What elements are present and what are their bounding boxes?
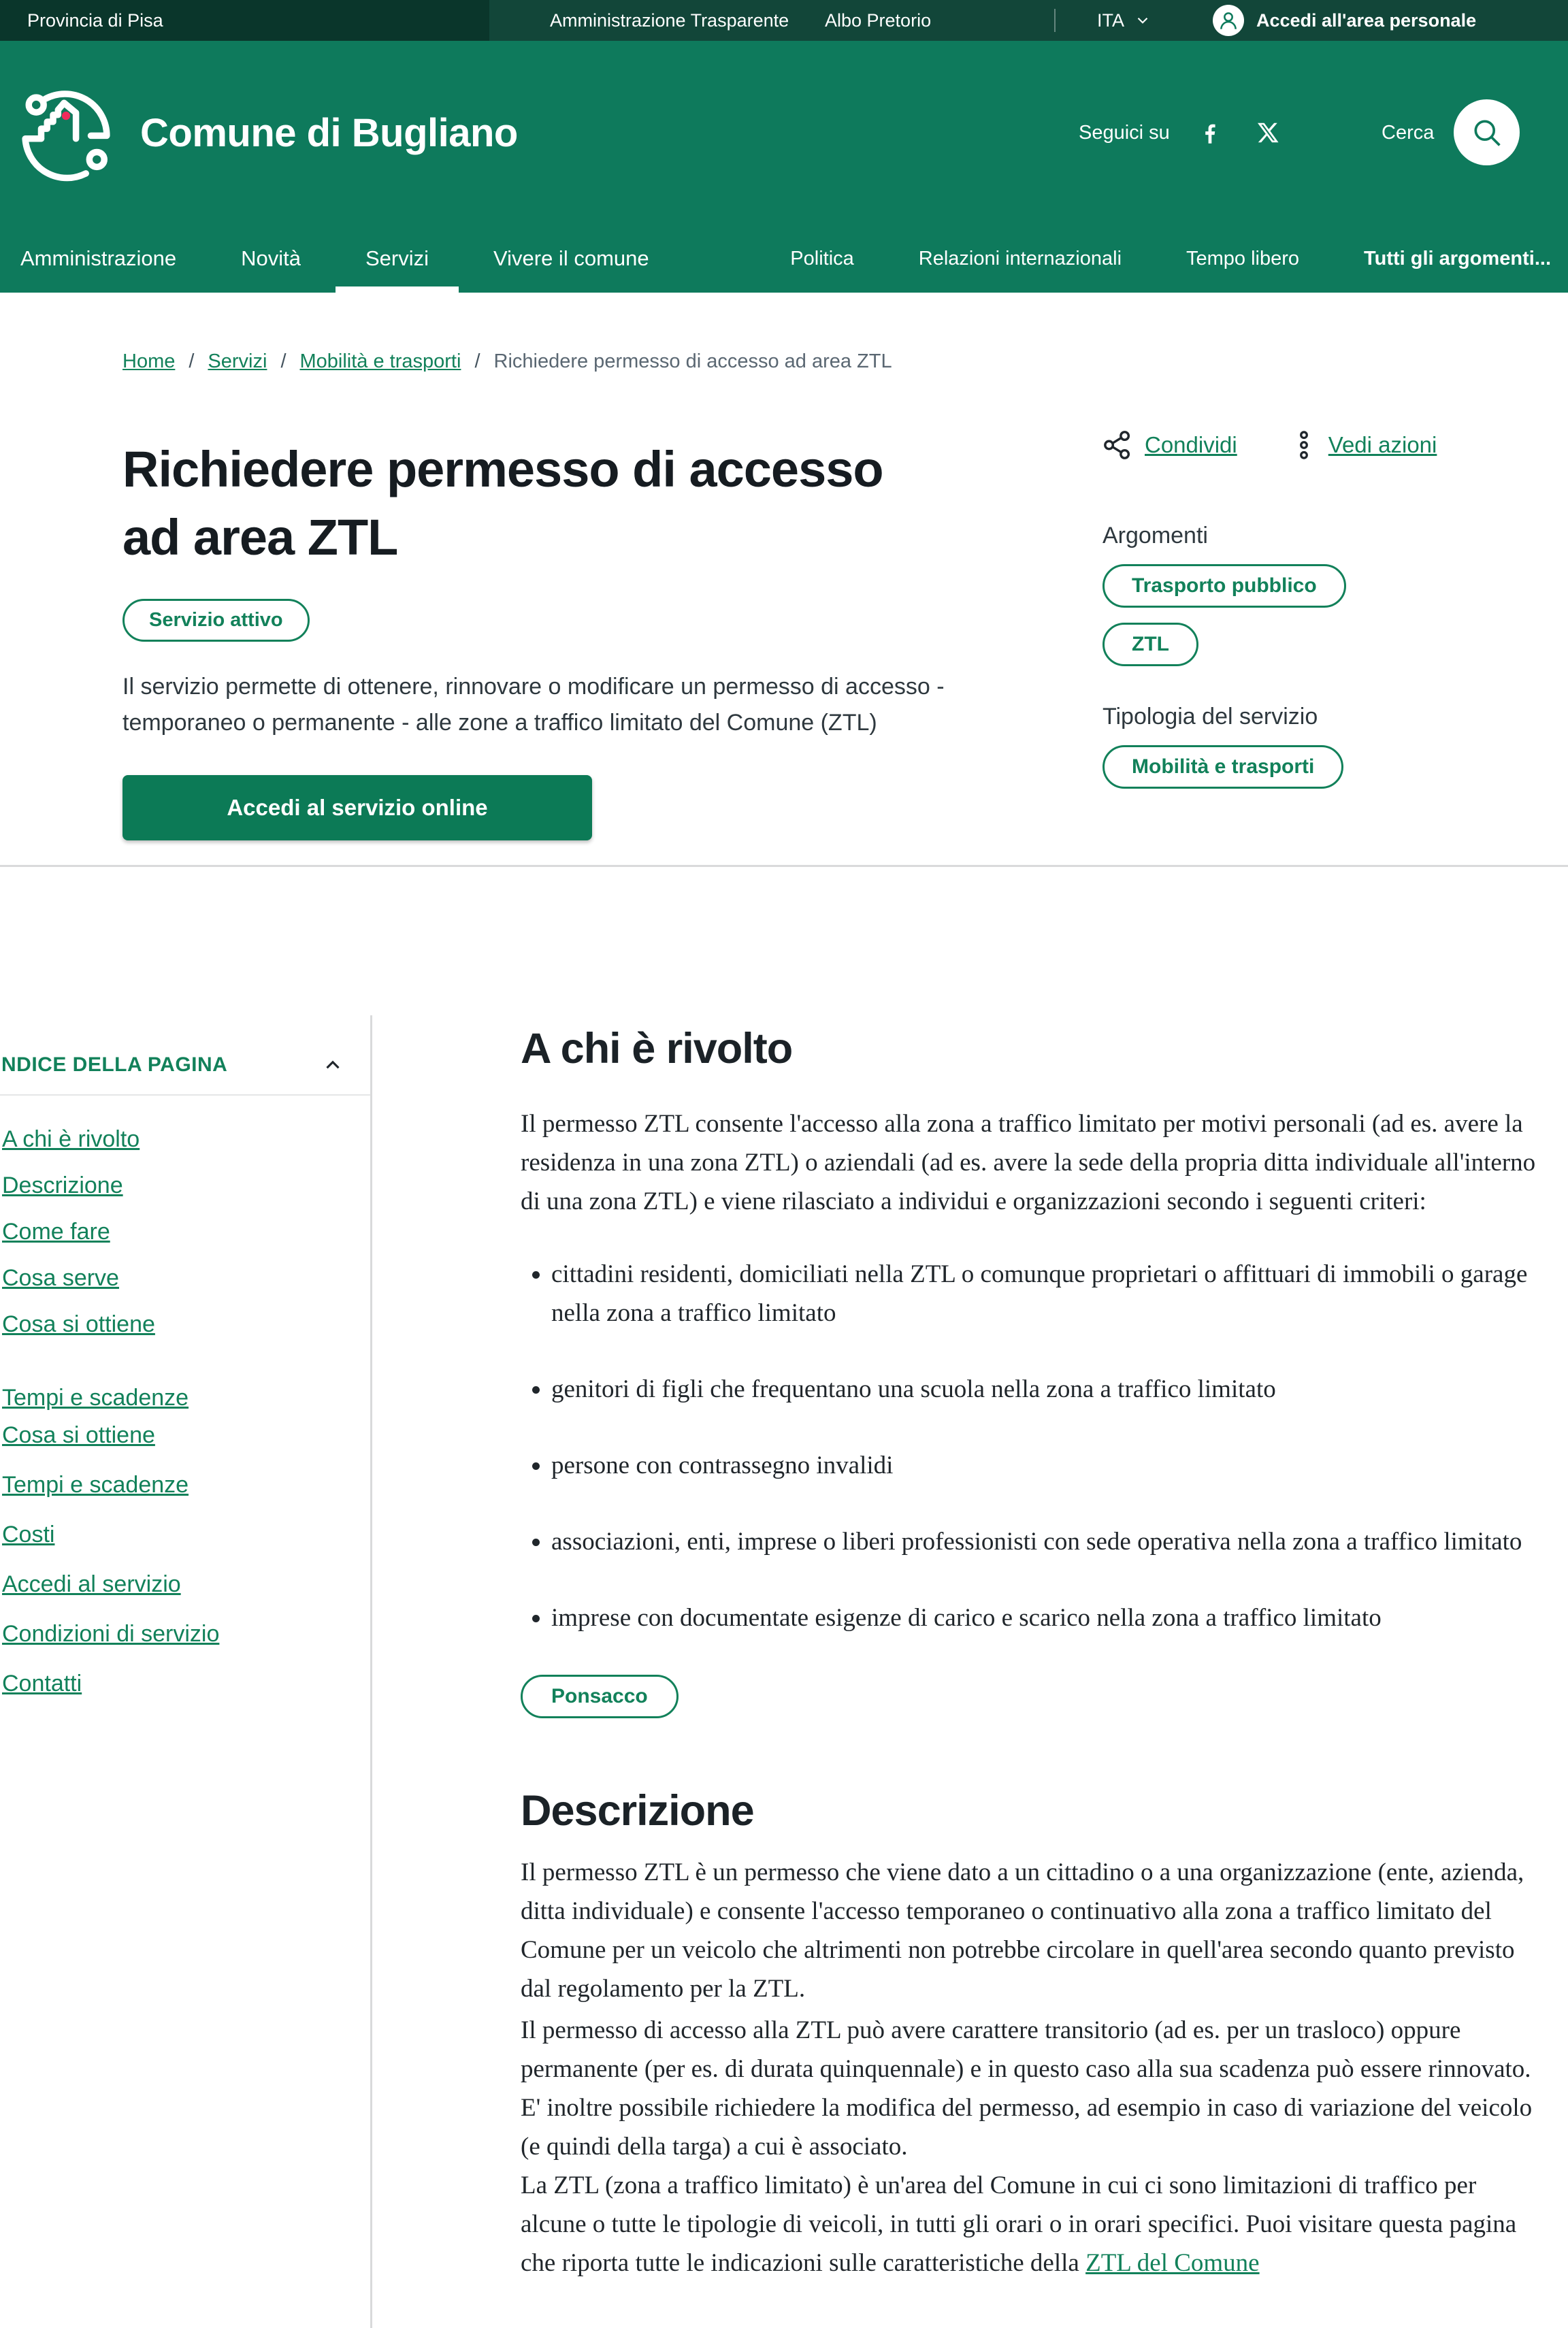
- nav-primary: [20, 225, 649, 293]
- descrizione-paragraph-1: Il permesso ZTL è un permesso che viene dato a un cittadino o a una organizzazione (ente, azienda, ditta individuale) e consente l'accesso temporaneo o continuativo alla zona a traffico limitato del Comune per un veicolo che altrimenti non potrebbe circolare in quell'area secondo quanto previsto dal regolamento per la ZTL.: [521, 1858, 1524, 2003]
- nav-item-tempo-libero[interactable]: Tempo libero: [1186, 247, 1300, 269]
- page-index-header[interactable]: [1, 1053, 344, 1077]
- main-content: [521, 1024, 1545, 2282]
- index-item-cosa-si-ottiene[interactable]: Cosa si ottiene: [2, 1311, 155, 1337]
- access-service-button[interactable]: Accedi al servizio online: [122, 775, 592, 840]
- ztl-comune-link[interactable]: ZTL del Comune: [1085, 2249, 1260, 2277]
- chevron-down-icon: [1134, 12, 1152, 29]
- status-badge: Servizio attivo: [122, 599, 310, 642]
- place-chip-ponsacco[interactable]: Ponsacco: [521, 1675, 679, 1718]
- rivolto-bullet-list: [521, 1255, 1545, 1637]
- bullet-item: • genitori di figli che frequentano una scuola nella zona a traffico limitato: [551, 1370, 1545, 1409]
- login-label: Accedi all'area personale: [1256, 10, 1477, 31]
- section-heading-descrizione: Descrizione: [521, 1787, 754, 1835]
- breadcrumb-separator: /: [280, 350, 287, 372]
- facebook-icon[interactable]: [1195, 41, 1224, 225]
- service-description: Il servizio permette di ottenere, rinnovare o modificare un permesso di accesso - temporaneo o permanente - alle zone a traffico limitato del Comune (ZTL): [122, 674, 945, 736]
- page-title: Richiedere permesso di accesso ad area ZTL: [122, 441, 883, 565]
- index-item-tempi-e-scadenze-clipped[interactable]: Tempi e scadenze: [2, 1385, 189, 1411]
- section-divider: [0, 865, 1568, 867]
- index-item-accedi-al-servizio[interactable]: Accedi al servizio: [2, 1571, 181, 1597]
- bullet-item: • associazioni, enti, imprese o liberi professionisti con sede operativa nella zona a traffico limitato: [551, 1522, 1545, 1561]
- type-chip-mobilita-e-trasporti[interactable]: Mobilità e trasporti: [1102, 745, 1343, 789]
- index-item-costi[interactable]: Costi: [2, 1522, 55, 1547]
- page-index-sidebar: [0, 1015, 372, 2328]
- descrizione-paragraph-3-text: La ZTL (zona a traffico limitato) è un'area del Comune in cui ci sono limitazioni di traffico per alcune o tutte le tipologie di veicoli, in tutti gli orari o in orari specifici. Puoi visitare questa pagina che riporta tutte le indicazioni sulle caratteristiche della: [521, 2171, 1517, 2277]
- share-icon: [1102, 429, 1134, 461]
- bullet-item: • imprese con documentate esigenze di carico e scarico nella zona a traffico limitato: [551, 1599, 1545, 1637]
- breadcrumb-servizi[interactable]: Servizi: [208, 350, 267, 372]
- user-icon: [1213, 5, 1244, 36]
- descrizione-paragraph-2: [521, 2011, 1545, 2282]
- nav-item-vivere-il-comune[interactable]: Vivere il comune: [493, 246, 649, 270]
- index-item-descrizione[interactable]: Descrizione: [2, 1173, 123, 1198]
- index-item-condizioni-di-servizio[interactable]: Condizioni di servizio: [2, 1621, 220, 1647]
- topbar-separator: [1054, 9, 1056, 32]
- page-index-list: [0, 1126, 370, 1720]
- index-item-cosa-si-ottiene-2[interactable]: Cosa si ottiene: [2, 1422, 155, 1448]
- nav-item-politica[interactable]: Politica: [790, 247, 854, 269]
- follow-label: Seguici su: [1079, 121, 1170, 144]
- chevron-up-icon: [321, 1053, 344, 1077]
- breadcrumb-mobilita-e-trasporti[interactable]: Mobilità e trasporti: [299, 350, 461, 372]
- breadcrumb-separator: /: [474, 350, 480, 372]
- language-label: ITA: [1097, 10, 1124, 31]
- search-icon: [1469, 115, 1505, 150]
- service-type-label: Tipologia del servizio: [1102, 704, 1318, 729]
- hero-side-column: [1102, 427, 1565, 789]
- index-item-cosa-serve[interactable]: Cosa serve: [2, 1265, 119, 1291]
- service-hero: [122, 436, 1062, 840]
- actions-link[interactable]: Vedi azioni: [1328, 432, 1437, 457]
- site-header: [0, 41, 1568, 225]
- rivolto-intro: Il permesso ZTL consente l'accesso alla zona a traffico limitato per motivi personali (ad es. avere la residenza in una zona ZTL) o aziendali (ad es. avere la sede della propria ditta individuale all'interno di una zona ZTL) e viene rilasciato a individui e organizzazioni secondo i seguenti criteri:: [521, 1110, 1536, 1215]
- index-item-contatti[interactable]: Contatti: [2, 1671, 82, 1696]
- nav-item-servizi-label: Servizi: [365, 246, 429, 270]
- nav-item-relazioni-internazionali[interactable]: Relazioni internazionali: [918, 247, 1122, 269]
- topics-label: Argomenti: [1102, 523, 1208, 548]
- topic-chip-trasporto-pubblico[interactable]: Trasporto pubblico: [1102, 564, 1346, 608]
- main-nav: [0, 225, 1568, 293]
- search-button[interactable]: [1454, 99, 1520, 165]
- breadcrumb-separator: /: [189, 350, 195, 372]
- nav-item-servizi[interactable]: [365, 225, 429, 293]
- topic-chip-ztl[interactable]: ZTL: [1102, 623, 1198, 666]
- nav-item-tutti-gli-argomenti[interactable]: Tutti gli argomenti...: [1364, 247, 1551, 269]
- index-item-a-chi-e-rivolto[interactable]: A chi è rivolto: [2, 1126, 140, 1152]
- index-item-come-fare[interactable]: Come fare: [2, 1219, 110, 1245]
- nav-item-novita[interactable]: Novità: [241, 246, 301, 270]
- section-heading-a-chi-e-rivolto: A chi è rivolto: [521, 1025, 793, 1072]
- login-button[interactable]: [1213, 0, 1476, 41]
- nav-secondary: [790, 225, 1551, 293]
- index-item-tempi-e-scadenze[interactable]: Tempi e scadenze: [2, 1472, 189, 1498]
- kebab-icon: [1290, 429, 1318, 461]
- top-bar: [0, 0, 1568, 41]
- site-title[interactable]: Comune di Bugliano: [140, 110, 518, 155]
- language-selector[interactable]: [1097, 0, 1152, 41]
- bullet-item: • persone con contrassegno invalidi: [551, 1446, 1545, 1485]
- page-index-title: NDICE DELLA PAGINA: [1, 1053, 228, 1076]
- link-albo-pretorio[interactable]: Albo Pretorio: [825, 10, 932, 31]
- share-actions-row: [1102, 427, 1565, 463]
- x-icon[interactable]: [1255, 41, 1281, 225]
- index-divider: [0, 1094, 370, 1096]
- descrizione-paragraph-2-text: Il permesso di accesso alla ZTL può avere carattere transitorio (ad es. per un trasloco) oppure permanente (per es. di durata quinquennale) e in questo caso alla sua scadenza può essere rinnovato. E' inoltre possibile richiedere la modifica del permesso, ad esempio in caso di variazione del veicolo (e quindi della targa) a cui è associato.: [521, 2016, 1533, 2161]
- link-amministrazione-trasparente[interactable]: Amministrazione Trasparente: [550, 10, 789, 31]
- municipality-logo[interactable]: [16, 41, 116, 225]
- search-label: Cerca: [1382, 121, 1435, 144]
- active-tab-underline: [336, 286, 459, 293]
- breadcrumb-current: Richiedere permesso di accesso ad area ZTL: [493, 350, 892, 372]
- nav-item-amministrazione[interactable]: Amministrazione: [20, 246, 177, 270]
- provincia-label: Provincia di Pisa: [27, 10, 163, 31]
- share-link[interactable]: Condividi: [1145, 432, 1237, 457]
- bullet-item: • cittadini residenti, domiciliati nella ZTL o comunque proprietari o affittuari di immobili o garage nella zona a traffico limitato: [551, 1255, 1545, 1332]
- breadcrumb: [122, 350, 892, 373]
- breadcrumb-home[interactable]: Home: [122, 350, 176, 372]
